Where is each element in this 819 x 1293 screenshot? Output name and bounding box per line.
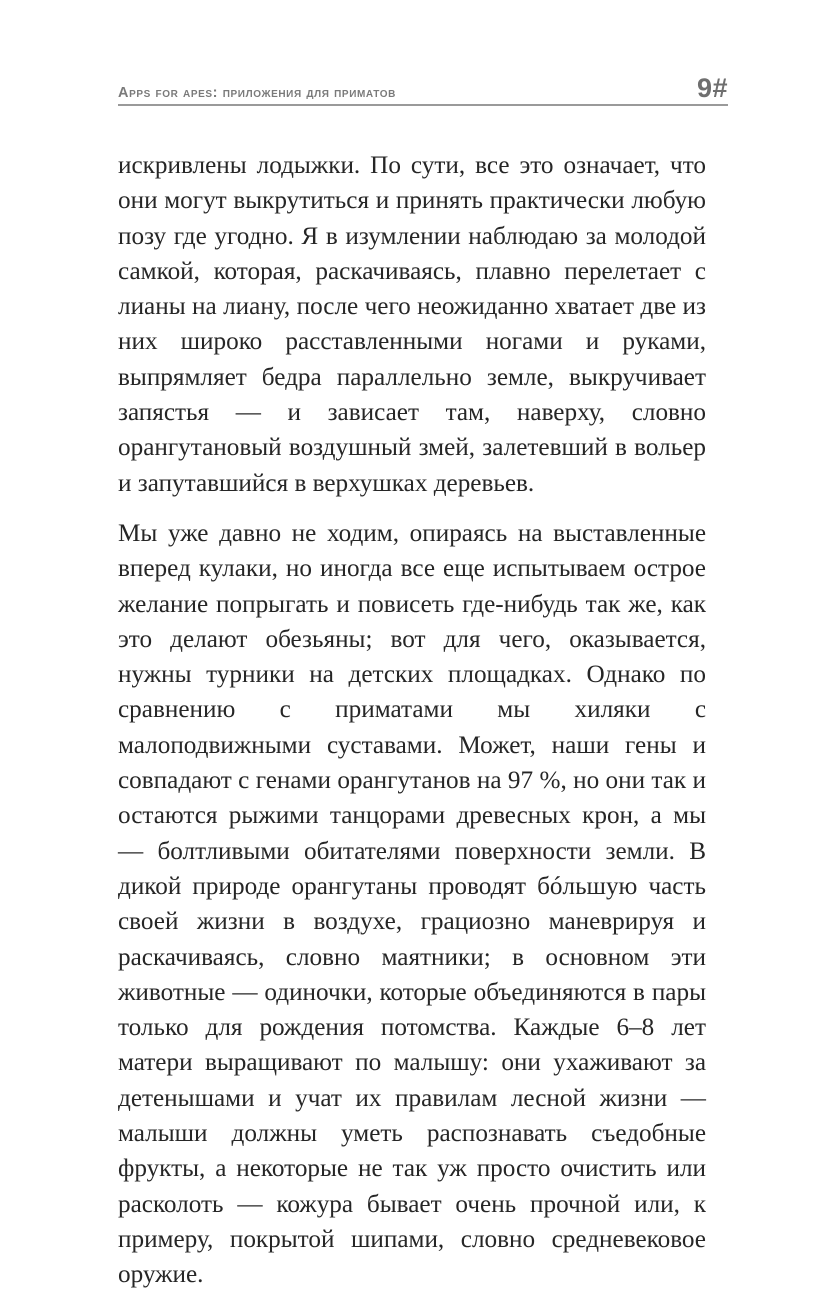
header-rule [118, 104, 728, 106]
body-text [118, 148, 706, 1293]
running-title: Apps for apes: приложения для приматов [118, 85, 396, 101]
page-number: 9# [696, 73, 728, 103]
page-header [118, 70, 728, 104]
paragraph-2: Мы уже давно не ходим, опираясь на выставленные вперед кулаки, но иногда все еще испытываем острое желание попрыгать и повисеть где-нибудь так же, как это делают обезьяны; вот для чего, оказывается, нужны турники на детских площадках. Однако по сравнению с приматами мы хиляки с малоподвижными суставами. Может, наши гены и совпадают с генами орангутанов на 97 %, но они так и остаются рыжими танцорами древесных крон, а мы — болтливыми обитателями поверхности земли. В дикой природе орангутаны проводят бóльшую часть своей жизни в воздухе, грациозно маневрируя и раскачиваясь, словно маятники; в основном эти животные — одиночки, которые объединяются в пары только для рождения потомства. Каждые 6–8 лет матери выращивают по малышу: они ухаживают за детенышами и учат их правилам лесной жизни — малыши должны уметь распознавать съедобные фрукты, а некоторые не так уж просто очистить или расколоть — кожура бывает очень прочной или, к примеру, покрытой шипами, словно средневековое оружие. [118, 519, 706, 1289]
paragraph-1: искривлены лодыжки. По сути, все это означает, что они могут выкрутиться и принять практически любую позу где угодно. Я в изумлении наблюдаю за молодой самкой, которая, раскачиваясь, плавно перелетает с лианы на лиану, после чего неожиданно хватает две из них широко расставленными ногами и руками, выпрямляет бедра параллельно земле, выкручивает запястья — и зависает там, наверху, словно орангутановый воздушный змей, залетевший в вольер и запутавшийся в верхушках деревьев. [118, 152, 706, 497]
